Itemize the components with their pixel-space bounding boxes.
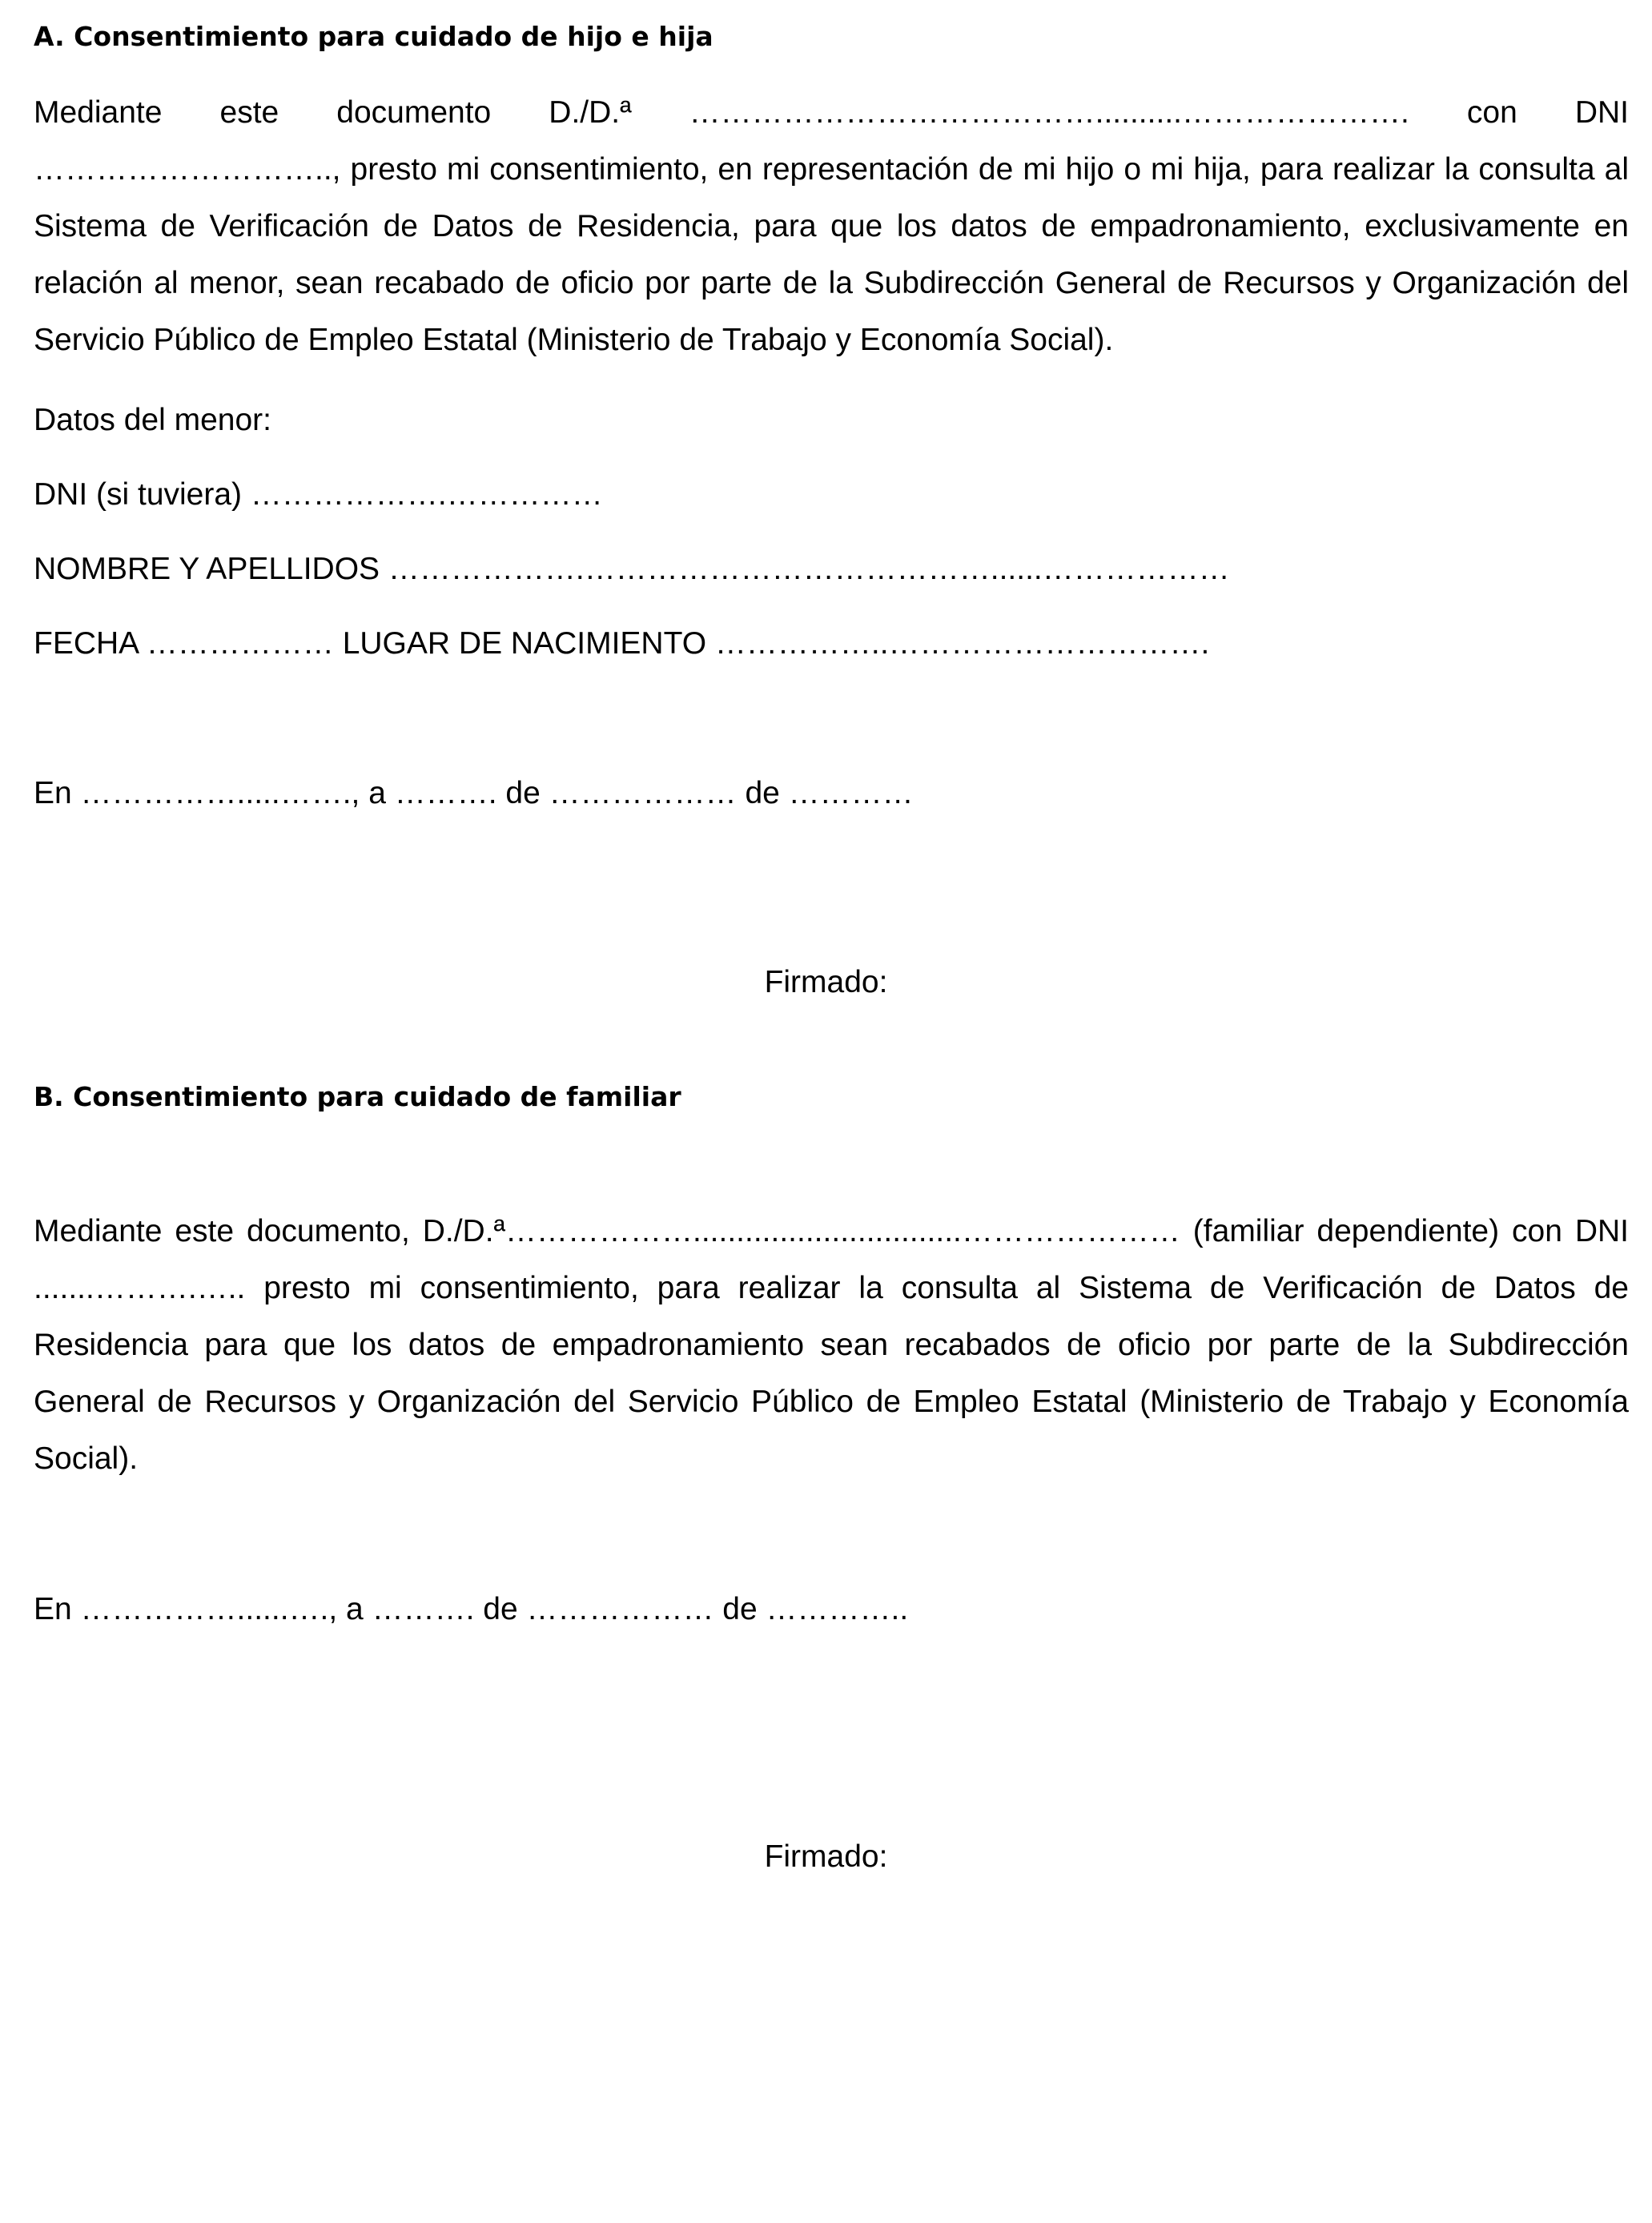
section-b-signed-label: Firmado: bbox=[764, 1839, 888, 1874]
section-a-paragraph: Mediante este documento D./D.ª …………………………………..........…………………. con DNI ……………………….., presto mi consentimiento, en representación de mi hijo o mi hija, para realizar la consulta al Sistema de Verificación de Datos de Residencia, para que los datos de empadronamiento, exclusivamente en relación al menor, sean recabado de oficio por parte de la Subdirección General de Recursos y Organización del Servicio Público de Empleo Estatal (Ministerio de Trabajo y Economía Social). bbox=[34, 95, 1629, 357]
section-b-place-date-field: En ……………......…., a ………. de ……………… de ………….. bbox=[34, 1592, 909, 1626]
section-a-signed-label: Firmado: bbox=[764, 965, 888, 999]
section-b-heading: B. Consentimiento para cuidado de familiar bbox=[34, 1081, 681, 1112]
minor-name-field: NOMBRE Y APELLIDOS ……………….…………………………………......……………… bbox=[34, 552, 1230, 586]
minor-birth-date-place-field: FECHA ……………… LUGAR DE NACIMIENTO ……………..…………………………. bbox=[34, 626, 1210, 661]
section-b-paragraph: Mediante este documento, D./D.ª………………...............................………………… (familiar dependiente) con DNI .......……….….. presto mi consentimiento, para realizar la consulta al Sistema de Verificación de Datos de Residencia para que los datos de empadronamiento sean recabados de oficio por parte de la Subdirección General de Recursos y Organización del Servicio Público de Empleo Estatal (Ministerio de Trabajo y Economía Social). bbox=[34, 1214, 1629, 1476]
section-a-heading: A. Consentimiento para cuidado de hijo e hija bbox=[34, 21, 713, 52]
minor-data-label: Datos del menor: bbox=[34, 403, 271, 437]
minor-dni-field: DNI (si tuviera) ……………….…………… bbox=[34, 477, 603, 512]
section-a-place-date-field: En …………….....……., a ………. de ……………… de ………… bbox=[34, 776, 914, 810]
